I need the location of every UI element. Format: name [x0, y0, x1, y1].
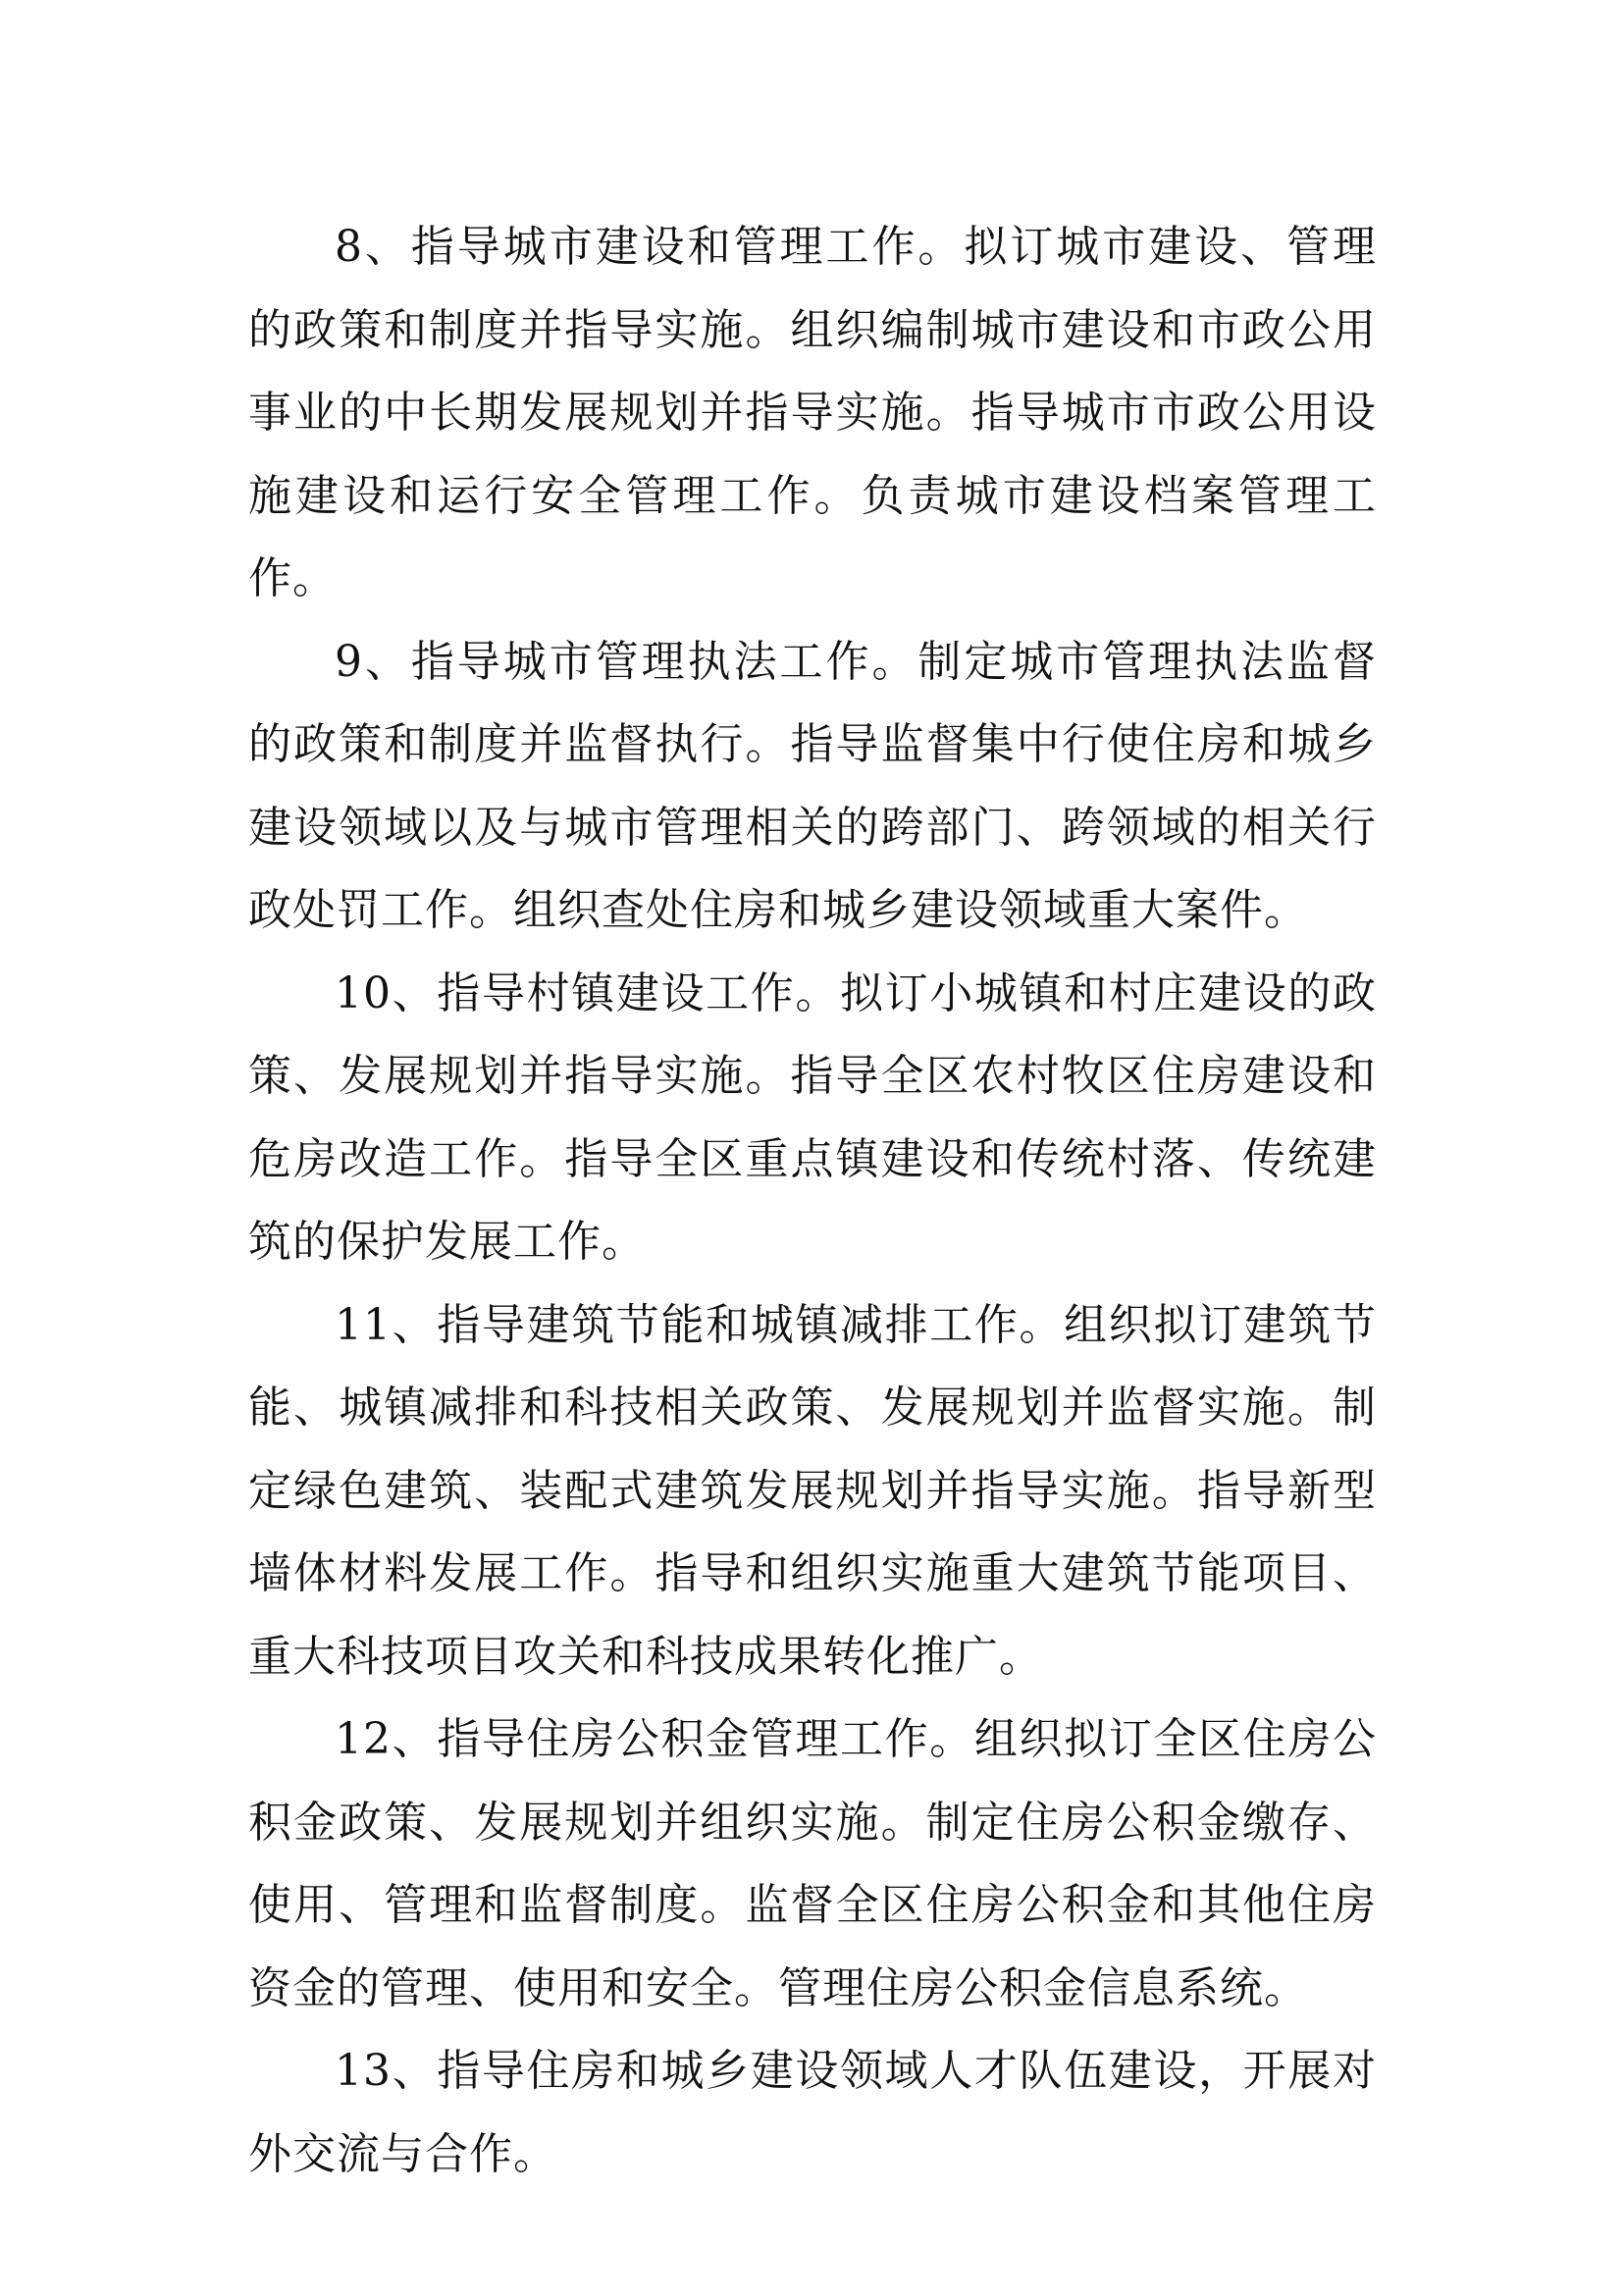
paragraph-item-11: 11、指导建筑节能和城镇减排工作。组织拟订建筑节能、城镇减排和科技相关政策、发展规划并监督实施。制定绿色建筑、装配式建筑发展规划并指导实施。指导新型墙体材料发展工作。指导和组织实施重大建筑节能项目、重大科技项目攻关和科技成果转化推广。 [248, 1299, 1377, 1682]
paragraph-item-8: 8、指导城市建设和管理工作。拟订城市建设、管理的政策和制度并指导实施。组织编制城市建设和市政公用事业的中长期发展规划并指导实施。指导城市市政公用设施建设和运行安全管理工作。负责城市建设档案管理工作。 [248, 222, 1377, 603]
paragraph-item-9: 9、指导城市管理执法工作。制定城市管理执法监督的政策和制度并监督执行。指导监督集中行使住房和城乡建设领域以及与城市管理相关的跨部门、跨领域的相关行政处罚工作。组织查处住房和城乡建设领域重大案件。 [248, 636, 1377, 935]
document-body [248, 206, 1377, 2196]
paragraph-item-10: 10、指导村镇建设工作。拟订小城镇和村庄建设的政策、发展规划并指导实施。指导全区农村牧区住房建设和危房改造工作。指导全区重点镇建设和传统村落、传统建筑的保护发展工作。 [248, 967, 1377, 1267]
paragraph-item-13: 13、指导住房和城乡建设领域人才队伍建设，开展对外交流与合作。 [248, 2046, 1377, 2179]
paragraph-item-12: 12、指导住房公积金管理工作。组织拟订全区住房公积金政策、发展规划并组织实施。制定住房公积金缴存、使用、管理和监督制度。监督全区住房公积金和其他住房资金的管理、使用和安全。管理住房公积金信息系统。 [248, 1714, 1377, 2013]
